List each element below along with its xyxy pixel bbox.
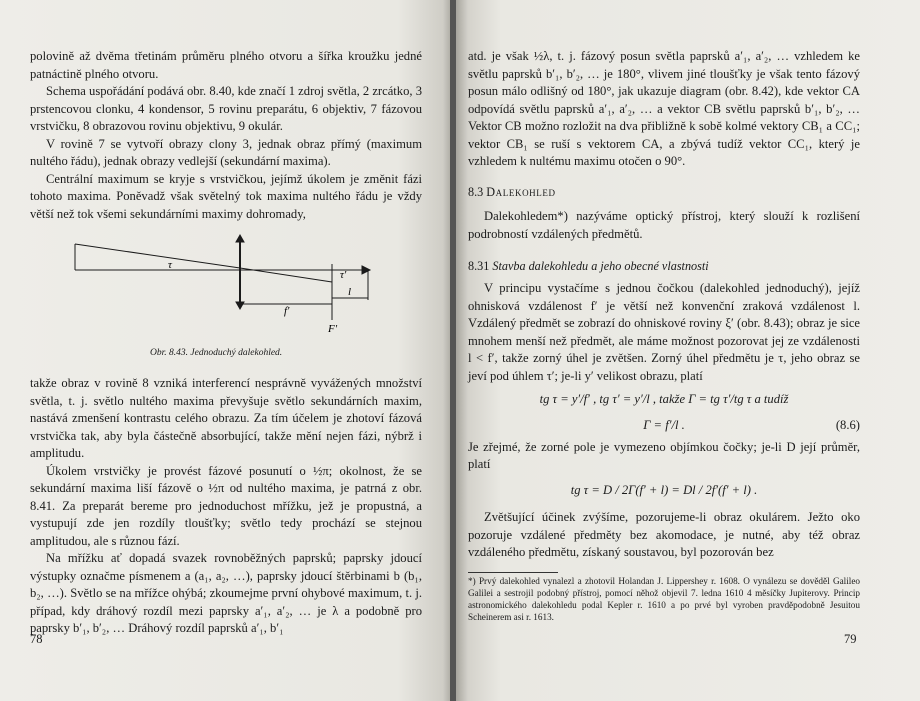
label-focal-point: F'	[328, 323, 338, 335]
incoming-ray-upper	[75, 244, 240, 268]
section-title: Dalekohled	[486, 185, 556, 199]
right-paragraph-3: Je zřejmé, že zorné pole je vymezeno objímkou čočky; je-li D její průměr, platí	[468, 439, 860, 471]
subsection-number: 8.31	[468, 259, 490, 273]
formula-magnification: Γ = f′/l .	[643, 417, 685, 432]
section-intro: Dalekohledem*) nazýváme optický přístroj, který slouží k rozlišení podrobností vzdálených předmětů.	[468, 209, 860, 241]
formula-tangents: tg τ = y′/f′ , tg τ′ = y′/l , takže Γ = tg τ′/tg τ a tudíž	[539, 392, 789, 406]
equation-number: (8.6)	[835, 417, 860, 432]
book-gutter	[450, 0, 456, 701]
right-paragraph-1: atd. je však ½λ, t. j. fázový posun světla paprsků a′₁, a′₂, … vzhledem ke světlu paprsků b′₁, b′₂, … je 180°, vlivem jiné tloušťky je však tento fázový posun málo odlišný od 180°, jak ukazuje diagram (obr. 8.42), kde vektor CA odpovídá světlu paprsků a′₁, a′₂, … a vektor CB světlu paprsků b′₁, b′₂, … Vektor CB možno rozložit na dva přibližně k sobě kolmé vektory CB₁ a CC₁; vektor CB₁ se ruší s vektorem CA, a zbývá tudíž vektor CC₁, který je vzhledem k nultému maximu otočen o 90°.	[468, 49, 860, 168]
subsection-heading	[468, 258, 860, 276]
right-middle-text	[468, 280, 860, 562]
left-paragraph-5: takže obraz v rovině 8 vzniká interferencí nesprávně vyvážených množství světla, t. j. světlo nultého maxima převyšuje světlo sekundárních maxim, nastává zmenšení kontrastu celého obrazu. Za tím účelem je zhotoví fázová vrstvička tak, aby byla částečně absorbující, takže mění nejen fázi, nýbrž i amplitudu.	[30, 376, 422, 460]
subsection-title: Stavba dalekohledu a jeho obecné vlastnosti	[492, 259, 709, 273]
label-l: l	[348, 286, 352, 298]
formula-field-of-view: tg τ = D / 2Γ(f′ + l) = Dl / 2f′(f′ + l) .	[570, 482, 758, 497]
left-bottom-text	[30, 375, 422, 638]
section-number: 8.3	[468, 185, 484, 199]
right-page-number: 79	[844, 632, 857, 646]
telescope-figure	[40, 232, 390, 342]
left-top-text	[30, 48, 422, 223]
lens-arrow-top	[236, 235, 244, 242]
left-page-number: 78	[30, 632, 43, 646]
label-f-prime: f'	[284, 305, 290, 317]
left-paragraph-4: Centrální maximum se kryje s vrstvičkou, jejímž úkolem je změnit fázi tohoto maxima. Poněvadž však světelný tok maxima nultého řádu je vždy větší než tok všemi sekundárními maximy dohromady,	[30, 171, 422, 221]
footnote: *) Prvý dalekohled vynalezl a zhotovil Holandan J. Lippershey r. 1608. O vynálezu se dověděl Galileo Galilei a sestrojil podobný přístroj, pomocí něhož objevil 7. ledna 1610 4 měsíčky Jupiterovy. Princip astronomického dalekohledu podal Kepler r. 1610 a po prvé byl vyroben pravděpodobně Jesuitou Scheinerem asi r. 1613.	[468, 576, 860, 622]
right-top-text	[468, 48, 860, 171]
label-tau-prime: τ'	[340, 269, 347, 281]
eye-arrow	[362, 266, 370, 274]
figure-caption: Obr. 8.43. Jednoduchý dalekohled.	[150, 348, 283, 358]
equation-8-6	[468, 417, 860, 439]
section-intro-block	[468, 208, 860, 243]
footnote-rule	[468, 572, 558, 573]
left-paragraph-2: Schema uspořádání podává obr. 8.40, kde značí 1 zdroj světla, 2 zrcátko, 3 prstencovou clonku, 4 kondensor, 5 rovinu preparátu, 6 objektiv, 7 fázovou vrstvičku, 8 obrazovou rovinu objektivu, 9 okulár.	[30, 84, 422, 133]
left-paragraph-3: V rovině 7 se vytvoří obrazy clony 3, jednak obraz přímý (maximum nultého řádu), jednak obrazy vedlejší (sekundární maxima).	[30, 136, 422, 168]
section-heading	[468, 184, 860, 202]
label-tau: τ	[168, 259, 172, 271]
left-paragraph-1: polovině až dvěma třetinám průměru plného otvoru a šířka kroužku jedné patnáctině plného otvoru.	[30, 49, 422, 81]
right-paragraph-2: V principu vystačíme s jednou čočkou (dalekohled jednoduchý), jejíž ohnisková vzdálenost f′ je větší než konvenční zraková vzdálenost l. Vzdálený předmět se zobrazí do ohniskové roviny ξ′ (obr. 8.43); obraz je sice mnohem menší než předmět, ale máme možnost pozorovat jej ze vzdálenosti l < f′, takže zorný úhel je zvětšen. Zorný úhel předmětu je τ, jeho obraz se jeví pod úhlem τ′; je-li y′ velikost obrazu, platí	[468, 281, 860, 383]
left-paragraph-7: Na mřížku ať dopadá svazek rovnoběžných paprsků; paprsky jdoucí výstupky označme písmenem a (a₁, a₂, …), paprsky jdoucí štěrbinami b (b₁, b₂, …). Světlo se na mřížce ohýbá; zkoumejme první ohybové maximum, t. j. případ, kdy dráhový rozdíl mezi paprsky a′₁, a′₂, … je λ a podobně pro paprsky b′₁, b′₂, … Dráhový rozdíl paprsků a′₁, b′₁	[30, 551, 422, 635]
lens-arrow-bottom	[236, 302, 244, 309]
right-paragraph-4: Zvětšující účinek zvýšíme, pozorujeme-li obraz okulárem. Ježto oko pozoruje vzdálené předměty bez akomodace, je nutné, aby též obraz vzdáleného předmětu, získaný soustavou, byl pozorován bez	[468, 510, 860, 559]
left-paragraph-6: Úkolem vrstvičky je provést fázové posunutí o ½π; okolnost, že se sekundární maxima liší fázově o ½π od nultého maxima, je patrná z obr. 8.41. Za preparát bereme pro jednoduchost mřížku, jež je propustná, a vystupují zde jen rozdíly tloušťky; světlo tedy prochází se stejnou amplitudou, ale s různou fází.	[30, 463, 422, 548]
